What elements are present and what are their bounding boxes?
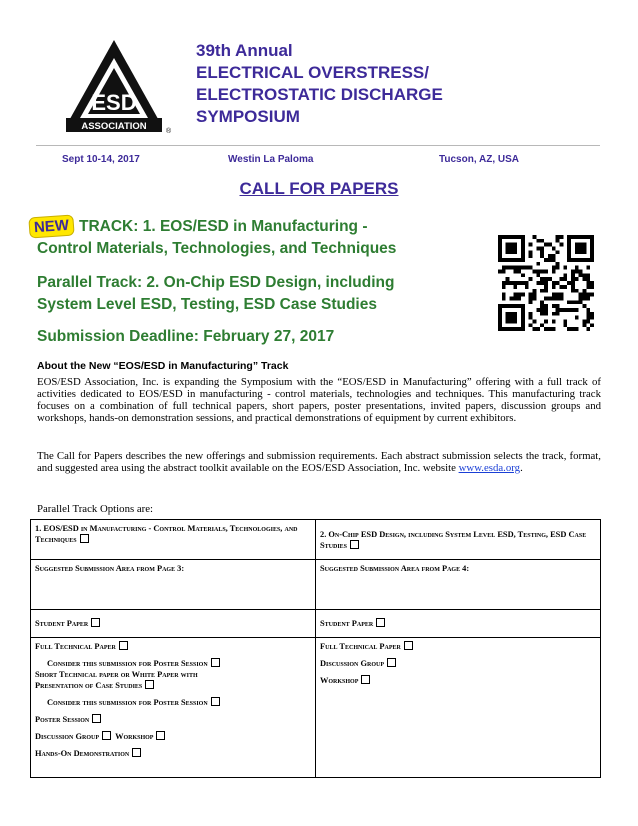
col1-student-paper: Student Paper bbox=[31, 610, 316, 638]
col1-header: 1. EOS/ESD in Manufacturing - Control Materials, Technologies, and Techniques bbox=[31, 520, 316, 560]
track-1-line-2: Control Materials, Technologies, and Techniques bbox=[37, 240, 397, 257]
checkbox[interactable] bbox=[119, 641, 128, 650]
about-heading: About the New “EOS/ESD in Manufacturing” Track bbox=[37, 360, 289, 372]
submission-deadline: Submission Deadline: February 27, 2017 bbox=[37, 328, 335, 345]
option-poster-consider-2: Consider this submission for Poster Session bbox=[35, 697, 311, 708]
checkbox[interactable] bbox=[211, 697, 220, 706]
col2-submission-area: Suggested Submission Area from Page 4: bbox=[316, 560, 601, 610]
option-poster-consider-1: Consider this submission for Poster Session bbox=[35, 658, 311, 669]
col2-student-paper: Student Paper bbox=[316, 610, 601, 638]
checkbox[interactable] bbox=[102, 731, 111, 740]
option-hands-on-demo: Hands-On Demonstration bbox=[35, 748, 311, 759]
title-line-1: 39th Annual bbox=[196, 41, 293, 60]
about-paragraph-1: EOS/ESD Association, Inc. is expanding the Symposium with the “EOS/ESD in Manufacturing” offering with a full track of activities dedicated to EOS/ESD in manufacturing - control materials, technologies and techniques. This manufacturing track focuses on a combination of full technical papers, short papers, poster presentations, invited papers, discussion groups and workshops, hands-on demonstration sessions, and practical demonstrations of equipment by current exhibitors. bbox=[37, 376, 601, 424]
checkbox[interactable] bbox=[80, 534, 89, 543]
checkbox[interactable] bbox=[145, 680, 154, 689]
event-dates: Sept 10-14, 2017 bbox=[62, 154, 140, 165]
track-options-table bbox=[30, 519, 601, 778]
svg-text:ASSOCIATION: ASSOCIATION bbox=[81, 121, 147, 132]
checkbox[interactable] bbox=[91, 618, 100, 627]
checkbox[interactable] bbox=[211, 658, 220, 667]
title-line-2: ELECTRICAL OVERSTRESS/ bbox=[196, 63, 429, 82]
option-discussion-group-2: Discussion Group bbox=[320, 658, 596, 669]
checkbox[interactable] bbox=[376, 618, 385, 627]
qr-code[interactable] bbox=[498, 235, 594, 331]
col2-options bbox=[316, 638, 601, 778]
website-link[interactable]: www.esda.org bbox=[458, 462, 521, 474]
title-line-3: ELECTROSTATIC DISCHARGE bbox=[196, 85, 443, 104]
option-case-studies: Presentation of Case Studies bbox=[35, 680, 311, 691]
checkbox[interactable] bbox=[404, 641, 413, 650]
track-2-title bbox=[37, 272, 394, 316]
checkbox[interactable] bbox=[156, 731, 165, 740]
option-discussion-workshop: Discussion Group Workshop bbox=[35, 731, 311, 742]
col2-header: 2. On-Chip ESD Design, including System Level ESD, Testing, ESD Case Studies bbox=[316, 520, 601, 560]
checkbox[interactable] bbox=[92, 714, 101, 723]
checkbox[interactable] bbox=[387, 658, 396, 667]
track-2-line-2: System Level ESD, Testing, ESD Case Studies bbox=[37, 296, 377, 313]
option-workshop-2: Workshop bbox=[320, 675, 596, 686]
svg-text:ESD: ESD bbox=[91, 90, 137, 115]
call-for-papers-heading: CALL FOR PAPERS bbox=[239, 179, 399, 198]
track-1-title bbox=[37, 216, 396, 260]
track-2-line-1: Parallel Track: 2. On-Chip ESD Design, including bbox=[37, 274, 395, 291]
checkbox[interactable] bbox=[361, 675, 370, 684]
paragraph-2-end: . bbox=[520, 462, 523, 474]
option-poster-session: Poster Session bbox=[35, 714, 311, 725]
col1-submission-area: Suggested Submission Area from Page 3: bbox=[31, 560, 316, 610]
col1-options bbox=[31, 638, 316, 778]
esd-association-logo bbox=[62, 38, 174, 138]
option-full-technical-paper-2: Full Technical Paper bbox=[320, 641, 596, 652]
svg-text:®: ® bbox=[166, 128, 172, 135]
header-divider bbox=[36, 145, 600, 146]
checkbox[interactable] bbox=[350, 540, 359, 549]
about-paragraph-2 bbox=[37, 450, 601, 474]
symposium-title bbox=[196, 40, 443, 128]
track-1-line-1: TRACK: 1. EOS/ESD in Manufacturing - bbox=[79, 218, 368, 235]
new-badge: NEW bbox=[28, 214, 74, 238]
event-venue: Westin La Paloma bbox=[228, 154, 314, 165]
checkbox[interactable] bbox=[132, 748, 141, 757]
option-short-paper: Short Technical paper or White Paper with bbox=[35, 670, 198, 679]
title-line-4: SYMPOSIUM bbox=[196, 107, 300, 126]
option-full-technical-paper: Full Technical Paper bbox=[35, 641, 311, 652]
paragraph-2-text: The Call for Papers describes the new offerings and submission requirements. Each abstract submission selects the track, format, and suggested area using the abstract toolkit available on the EOS/ESD Association, Inc. website bbox=[37, 450, 601, 474]
options-label: Parallel Track Options are: bbox=[37, 503, 154, 515]
event-location: Tucson, AZ, USA bbox=[439, 154, 519, 165]
